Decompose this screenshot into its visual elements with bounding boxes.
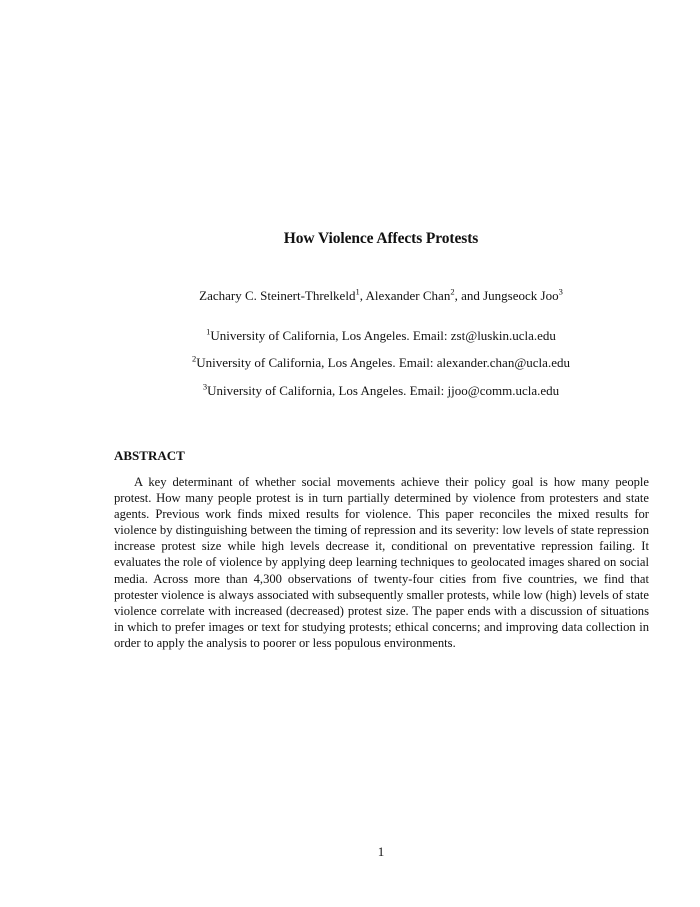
affiliation-2 — [0, 355, 700, 371]
author-affiliation-mark: 1 — [355, 286, 360, 297]
author-separator: , — [359, 288, 366, 303]
affiliation-mark: 1 — [206, 326, 211, 337]
author-name: Jungseock Joo — [483, 288, 559, 303]
affiliation-1 — [0, 328, 700, 344]
author-name: Zachary C. Steinert-Threlkeld — [199, 288, 356, 303]
author-1 — [199, 288, 360, 303]
author-2 — [366, 288, 455, 303]
affiliation-mark: 3 — [202, 381, 208, 392]
author-affiliation-mark: 3 — [558, 286, 563, 297]
author-3 — [483, 288, 563, 303]
affiliation-text: University of California, Los Angeles. Email: alexander.chan@ucla.edu — [196, 355, 570, 370]
paper-title: How Violence Affects Protests — [283, 230, 479, 247]
page-number: 1 — [377, 844, 385, 859]
author-separator: , and — [454, 288, 484, 303]
affiliation-text: University of California, Los Angeles. Email: zst@luskin.ucla.edu — [210, 328, 556, 343]
affiliation-mark: 2 — [192, 353, 197, 364]
author-affiliation-mark: 2 — [450, 286, 455, 297]
abstract-text: A key determinant of whether social movements achieve their policy goal is how many people protest. How many people protest is in turn partially determined by violence from protesters and state agents. Previous work finds mixed results for violence. This paper reconciles the mixed results for violence by distinguishing between the timing of repression and its severity: low levels of state repression increase protest size while high levels decrease it, conditional on preventative repression failing. It evaluates the role of violence by applying deep learning techniques to geolocated images shared on social media. Across more than 4,300 observations of twenty-four cities from five countries, we find that protester violence is always associated with subsequently smaller protests, while low (high) levels of state violence correlate with increased (decreased) protest size. The paper ends with a discussion of situations in which to prefer images or text for studying protests; ethical concerns; and improving data collection in order to apply the analysis to poorer or less populous environments. — [114, 475, 649, 650]
affiliation-text: University of California, Los Angeles. Email: jjoo@comm.ucla.edu — [207, 383, 560, 398]
author-line — [0, 288, 700, 304]
affiliation-3 — [0, 383, 700, 399]
abstract-heading: ABSTRACT — [114, 448, 185, 463]
author-name: Alexander Chan — [365, 288, 451, 303]
